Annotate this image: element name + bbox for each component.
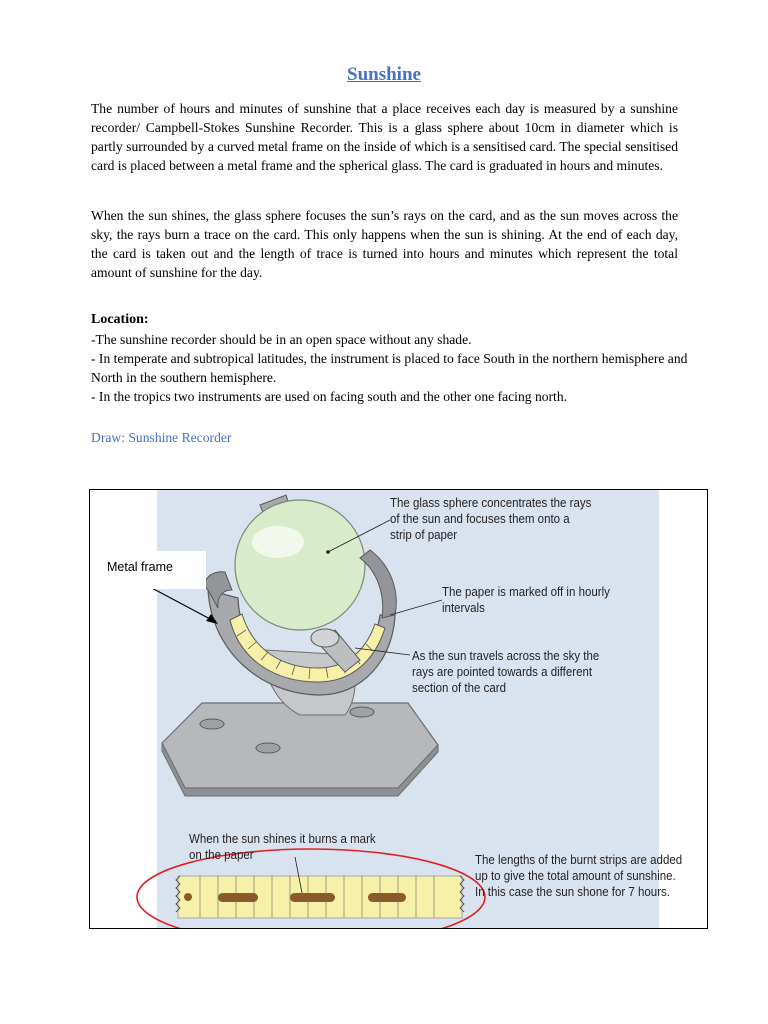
glass-sphere <box>235 500 365 630</box>
base-screw <box>256 743 280 753</box>
annotation-glass-sphere: The glass sphere concentrates the rays of the sun and focuses them onto a strip of paper <box>390 496 592 542</box>
location-item: - In the tropics two instruments are used on facing south and the other one facing north. <box>91 389 568 404</box>
intro-paragraph: The number of hours and minutes of sunshine that a place receives each day is measured by a sunshine recorder/ Campbell-Stokes Sunshine Recorder. This is a glass sphere about 10cm in diameter which is partly surrounded by a curved metal frame on the inside of which is a sensitised card. The special sensitised card is placed between a metal frame and the spherical glass. The card is graduated in hours and minutes. <box>91 101 678 173</box>
base-plate <box>162 703 438 788</box>
burn-mark <box>368 893 406 902</box>
annotation-paper-intervals: The paper is marked off in hourly intervals <box>442 585 610 615</box>
draw-label: Draw: Sunshine Recorder <box>91 430 232 445</box>
metal-frame-label: Metal frame <box>107 560 173 574</box>
sunshine-recorder-figure <box>89 489 708 929</box>
burn-mark <box>290 893 335 902</box>
pivot <box>311 629 339 647</box>
location-heading: Location: <box>91 312 149 327</box>
base-screw <box>350 707 374 717</box>
burn-mark <box>218 893 258 902</box>
annotation-total-hours: The lengths of the burnt strips are added up to give the total amount of sunshine. In this case the sun shone for 7 hours. <box>475 853 683 899</box>
burn-mark <box>184 893 192 901</box>
metal-frame-callout <box>90 551 206 589</box>
sphere-highlight <box>252 526 304 558</box>
location-item: -The sunshine recorder should be in an open space without any shade. <box>91 332 472 347</box>
page-title: Sunshine <box>347 64 421 85</box>
annotation-sun-travel: As the sun travels across the sky the rays are pointed towards a different section of the card <box>412 649 600 695</box>
location-item: - In temperate and subtropical latitudes, the instrument is placed to face South in the northern hemisphere and North in the southern hemisphere. <box>91 351 688 385</box>
location-list <box>91 330 691 406</box>
base-screw <box>200 719 224 729</box>
annotation-burn-mark: When the sun shines it burns a mark on the paper <box>189 832 376 862</box>
mechanism-paragraph: When the sun shines, the glass sphere focuses the sun’s rays on the card, and as the sun moves across the sky, the rays burn a trace on the card. This only happens when the sun is shining. At the end of each day, the card is taken out and the length of trace is turned into hours and minutes which represent the total amount of sunshine for the day. <box>91 208 678 280</box>
